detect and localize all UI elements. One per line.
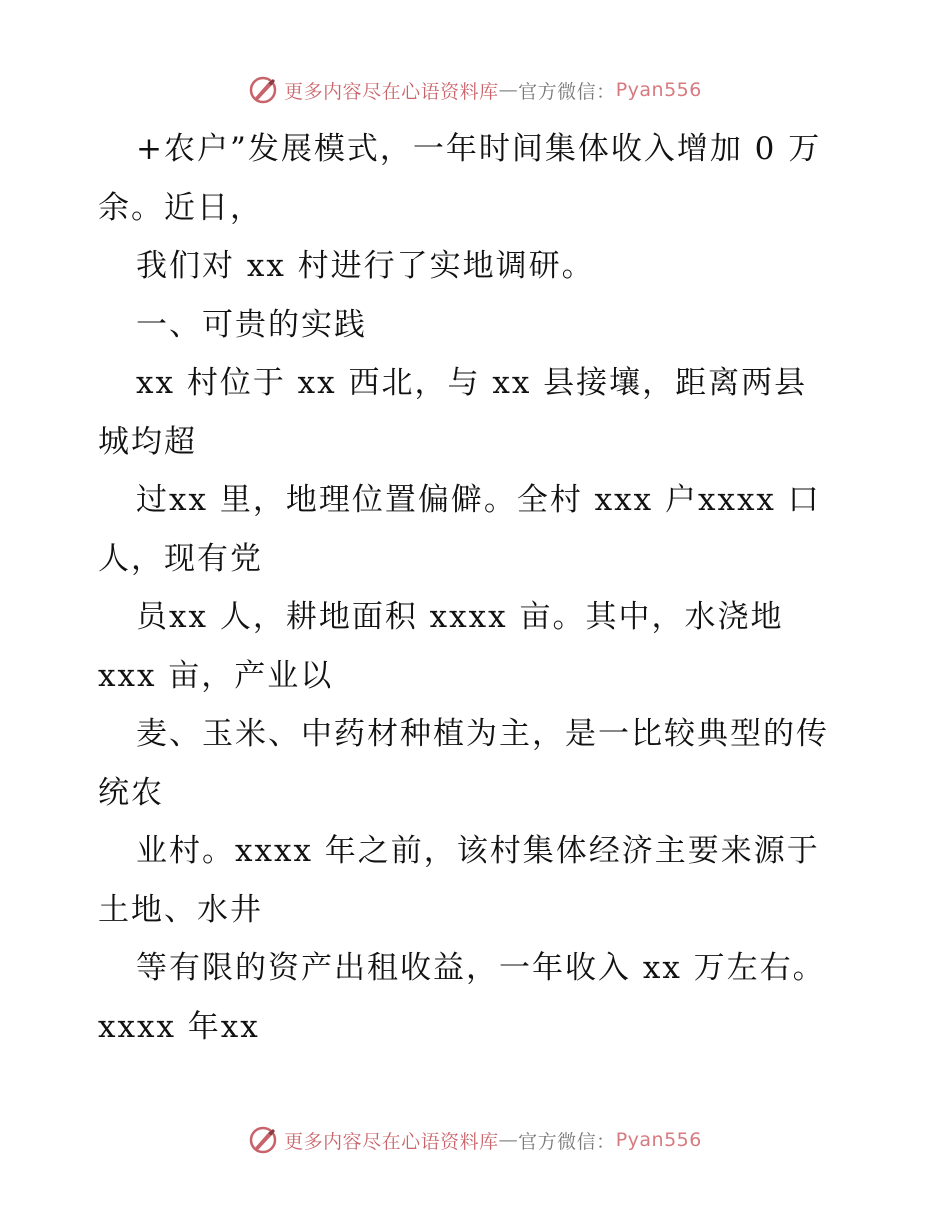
text-line: +农户”发展模式，一年时间集体收入增加 0 万	[136, 131, 822, 167]
text-line: 过xx 里，地理位置偏僻。全村 xxx 户xxxx 口	[136, 482, 821, 518]
watermark-contact-id: Pyan556	[615, 79, 702, 101]
pen-logo-icon	[248, 75, 278, 105]
pen-logo-icon	[248, 1125, 278, 1155]
watermark-contact-id: Pyan556	[615, 1129, 702, 1151]
section-heading: 一、可贵的实践	[136, 306, 367, 343]
watermark-contact-label: 官方微信：	[518, 1130, 616, 1153]
text-line: 麦、玉米、中药材种植为主，是一比较典型的传	[136, 716, 829, 752]
text-line: 人，现有党	[98, 540, 263, 577]
watermark-main-text: 更多内容尽在心语资料库	[284, 1130, 499, 1153]
footer-watermark	[0, 1120, 950, 1160]
text-line: 员xx 人，耕地面积 xxxx 亩。其中，水浇地	[136, 599, 784, 635]
text-line: 等有限的资产出租收益，一年收入 xx 万左右。	[136, 950, 826, 986]
text-line: 我们对 xx 村进行了实地调研。	[136, 248, 595, 284]
text-line: 土地、水井	[98, 891, 263, 928]
text-line: 城均超	[98, 423, 197, 460]
watermark-separator: —	[498, 79, 519, 101]
text-line: xxx 亩，产业以	[98, 657, 334, 694]
text-line: xxxx 年xx	[98, 1008, 260, 1045]
text-line: xx 村位于 xx 西北，与 xx 县接壤，距离两县	[136, 365, 808, 401]
text-line: 统农	[98, 774, 164, 811]
document-body	[98, 120, 858, 1056]
watermark-main-text: 更多内容尽在心语资料库	[284, 80, 499, 103]
text-line: 余。近日，	[98, 189, 263, 226]
text-line: 业村。xxxx 年之前，该村集体经济主要来源于	[136, 833, 820, 869]
header-watermark	[0, 70, 950, 110]
watermark-contact-label: 官方微信：	[518, 80, 616, 103]
watermark-separator: —	[498, 1129, 519, 1151]
